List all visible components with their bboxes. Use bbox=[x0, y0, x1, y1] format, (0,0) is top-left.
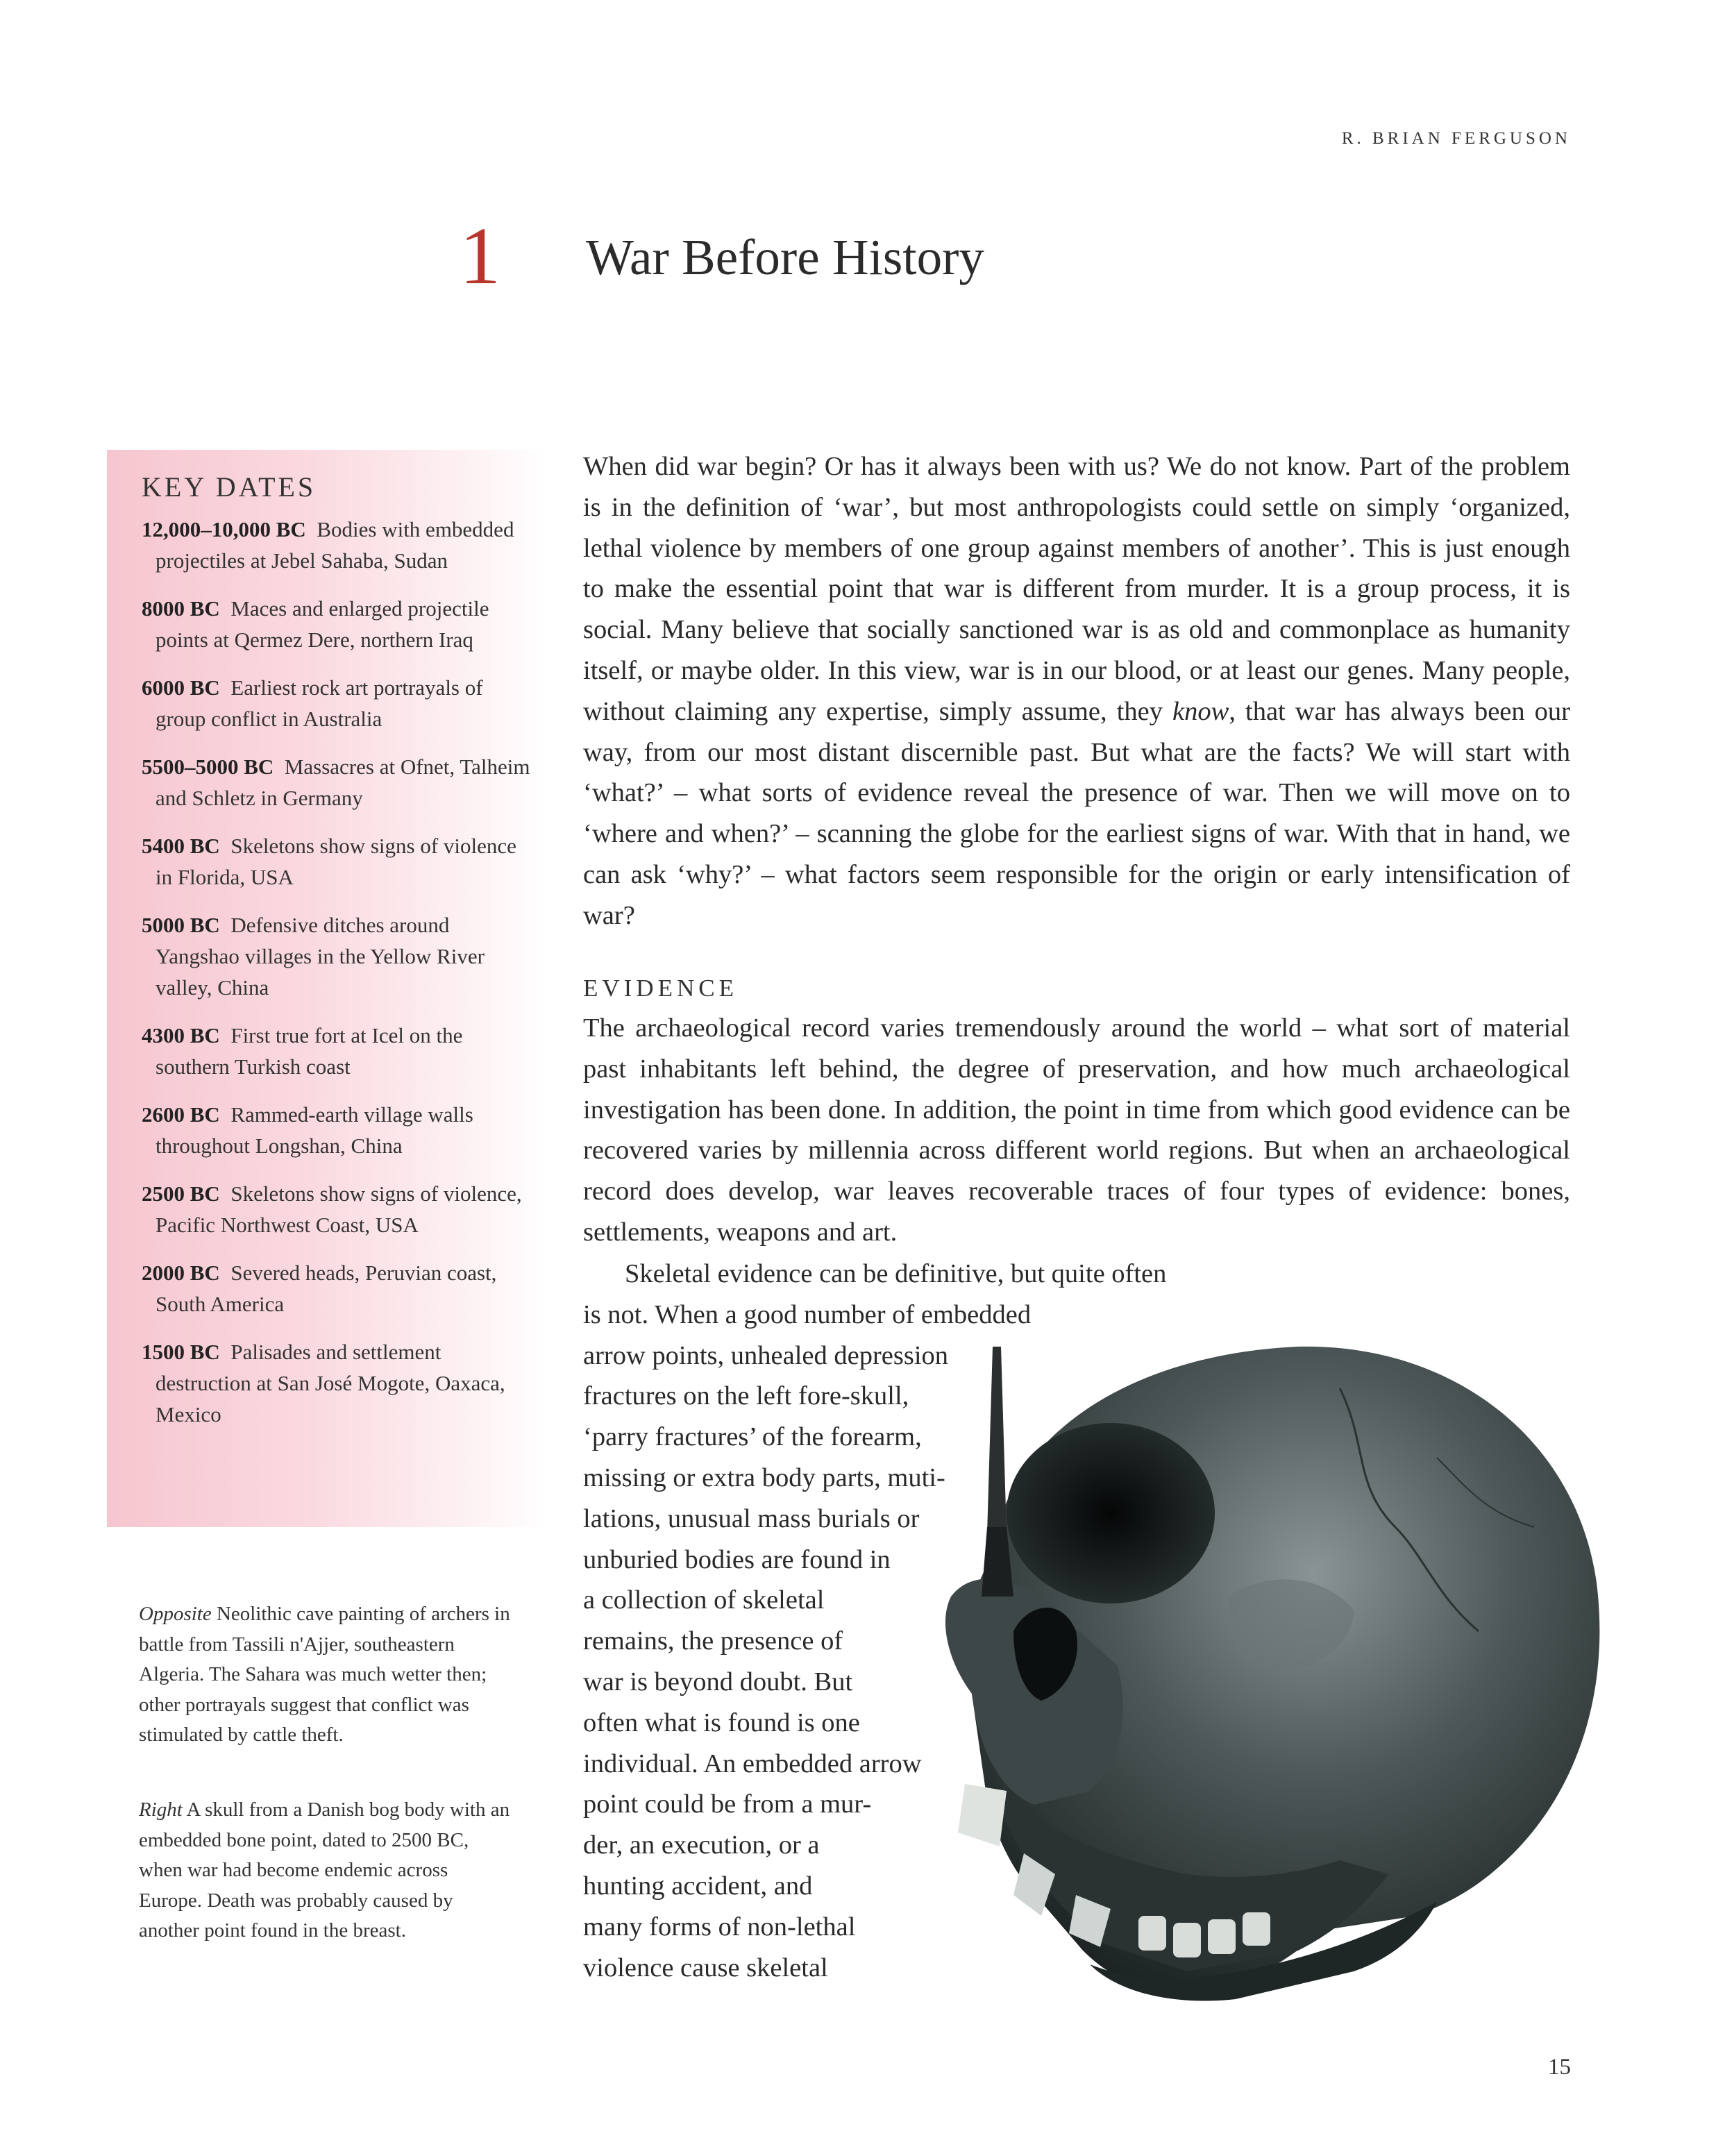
body-line: hunting accident, and bbox=[583, 1871, 813, 1901]
key-date-year: 2600 BC bbox=[142, 1102, 220, 1127]
body-line: violence cause skeletal bbox=[583, 1953, 828, 1982]
key-date-text: Skeletons show signs of violence in Florida, USA bbox=[155, 834, 516, 889]
key-date-year: 5000 BC bbox=[142, 913, 220, 937]
body-line: point could be from a mur- bbox=[583, 1789, 872, 1819]
key-date-year: 4300 BC bbox=[142, 1023, 220, 1047]
body-line: arrow points, unhealed depression bbox=[583, 1340, 949, 1370]
body-line: lations, unusual mass burials or bbox=[583, 1504, 920, 1533]
body-line: war is beyond doubt. But bbox=[583, 1667, 853, 1696]
key-date-year: 5500–5000 BC bbox=[142, 755, 274, 779]
body-line: der, an execution, or a bbox=[583, 1830, 820, 1860]
key-dates-heading: KEY DATES bbox=[142, 471, 317, 503]
body-line: unburied bodies are found in bbox=[583, 1544, 891, 1574]
body-line: is not. When a good number of embedded bbox=[583, 1299, 1032, 1329]
key-date-year: 6000 BC bbox=[142, 675, 220, 700]
caption-text: A skull from a Danish bog body with an embedded bone point, dated to 2500 BC, when war had become endemic across Europe. Death was probably caused by another point found in the breast. bbox=[139, 1799, 510, 1942]
key-date-text: Bodies with embedded projectiles at Jebel Sahaba, Sudan bbox=[155, 517, 514, 573]
key-date-text: Palisades and settlement destruction at San José Mogote, Oaxaca, Mexico bbox=[155, 1340, 505, 1426]
key-date-year: 1500 BC bbox=[142, 1340, 220, 1364]
intro-paragraph: When did war begin? Or has it always been with us? We do not know. Part of the problem is in the definition of ‘war’, but most anthropologists could settle on simply ‘organized, lethal violence by members of one group against members of another’. This is just enough to make the essential point that war is different from murder. It is a group process, it is social. Many believe that socially sanctioned war is as old and commonplace as humanity itself, or maybe older. In this view, war is in our blood, or at least our genes. Many people, without claiming any expertise, simply assume, they know, that war has always been our way, from our most distant discernible past. But what are the facts? We will start with ‘what?’ – what sorts of evidence reveal the presence of war. Then we will move on to ‘where and when?’ – scanning the globe for the earliest signs of war. With that in hand, we can ask ‘why?’ – what factors seem responsible for the origin or early intensification of war? bbox=[583, 452, 1570, 930]
caption-right bbox=[139, 1795, 514, 1946]
key-date-item bbox=[142, 1336, 530, 1430]
body-line: fractures on the left fore-skull, bbox=[583, 1381, 909, 1411]
body-line: individual. An embedded arrow bbox=[583, 1749, 922, 1778]
key-date-year: 8000 BC bbox=[142, 596, 220, 621]
key-date-item bbox=[142, 593, 530, 655]
key-date-item bbox=[142, 672, 530, 734]
key-dates-sidebar bbox=[107, 450, 548, 1527]
key-date-text: Earliest rock art portrayals of group conflict in Australia bbox=[155, 675, 483, 731]
key-date-item bbox=[142, 830, 530, 893]
key-date-text: Severed heads, Peruvian coast, South America bbox=[155, 1261, 497, 1316]
chapter-title: War Before History bbox=[586, 229, 984, 285]
skull-photo bbox=[909, 1305, 1610, 2013]
body-line: often what is found is one bbox=[583, 1708, 860, 1737]
key-date-item bbox=[142, 1257, 530, 1320]
key-date-text: Maces and enlarged projectile points at Qermez Dere, northern Iraq bbox=[155, 596, 489, 652]
key-date-text: Massacres at Ofnet, Talheim and Schletz in Germany bbox=[155, 755, 530, 810]
key-dates-list bbox=[142, 514, 530, 1447]
caption-label: Opposite bbox=[139, 1603, 212, 1625]
body-line: a collection of skeletal bbox=[583, 1585, 825, 1615]
page-number: 15 bbox=[1548, 2055, 1571, 2080]
key-date-year: 2000 BC bbox=[142, 1261, 220, 1285]
body-line: ‘parry fractures’ of the forearm, bbox=[583, 1422, 922, 1452]
key-date-item bbox=[142, 1020, 530, 1082]
key-date-item bbox=[142, 751, 530, 814]
caption-opposite bbox=[139, 1599, 514, 1751]
caption-text: Neolithic cave painting of archers in battle from Tassili n'Ajjer, southeastern Algeria. The Sahara was much wetter then; other portrayals suggest that conflict was stimulated by cattle theft. bbox=[139, 1603, 510, 1746]
body-line: remains, the presence of bbox=[583, 1626, 843, 1656]
caption-label: Right bbox=[139, 1799, 183, 1821]
key-date-text: Skeletons show signs of violence, Pacific Northwest Coast, USA bbox=[155, 1181, 522, 1237]
key-date-year: 12,000–10,000 BC bbox=[142, 517, 306, 541]
body-line: Skeletal evidence can be definitive, but quite often bbox=[625, 1259, 1167, 1288]
key-date-text: First true fort at Icel on the southern Turkish coast bbox=[155, 1023, 463, 1079]
section-heading-evidence: EVIDENCE bbox=[583, 975, 738, 1002]
key-date-year: 5400 BC bbox=[142, 834, 220, 858]
key-date-text: Defensive ditches around Yangshao villages in the Yellow River valley, China bbox=[155, 913, 485, 1000]
evidence-paragraph: The archaeological record varies tremendously around the world – what sort of material past inhabitants left behind, the degree of preservation, and how much archaeological investigation has been done. In addition, the point in time from which good evidence can be recovered varies by millennia across different world regions. But when an archaeological record does develop, war leaves recoverable traces of four types of evidence: bones, settlements, weapons and art. bbox=[583, 1013, 1570, 1247]
key-date-item bbox=[142, 1178, 530, 1240]
body-line: many forms of non-lethal bbox=[583, 1912, 856, 1942]
running-head: R. BRIAN FERGUSON bbox=[1341, 129, 1571, 148]
key-date-year: 2500 BC bbox=[142, 1181, 220, 1206]
body-line: missing or extra body parts, muti- bbox=[583, 1463, 945, 1492]
key-date-item bbox=[142, 514, 530, 576]
key-date-text: Rammed-earth village walls throughout Longshan, China bbox=[155, 1102, 473, 1158]
key-date-item bbox=[142, 1099, 530, 1161]
chapter-number: 1 bbox=[460, 210, 500, 301]
key-date-item bbox=[142, 909, 530, 1003]
